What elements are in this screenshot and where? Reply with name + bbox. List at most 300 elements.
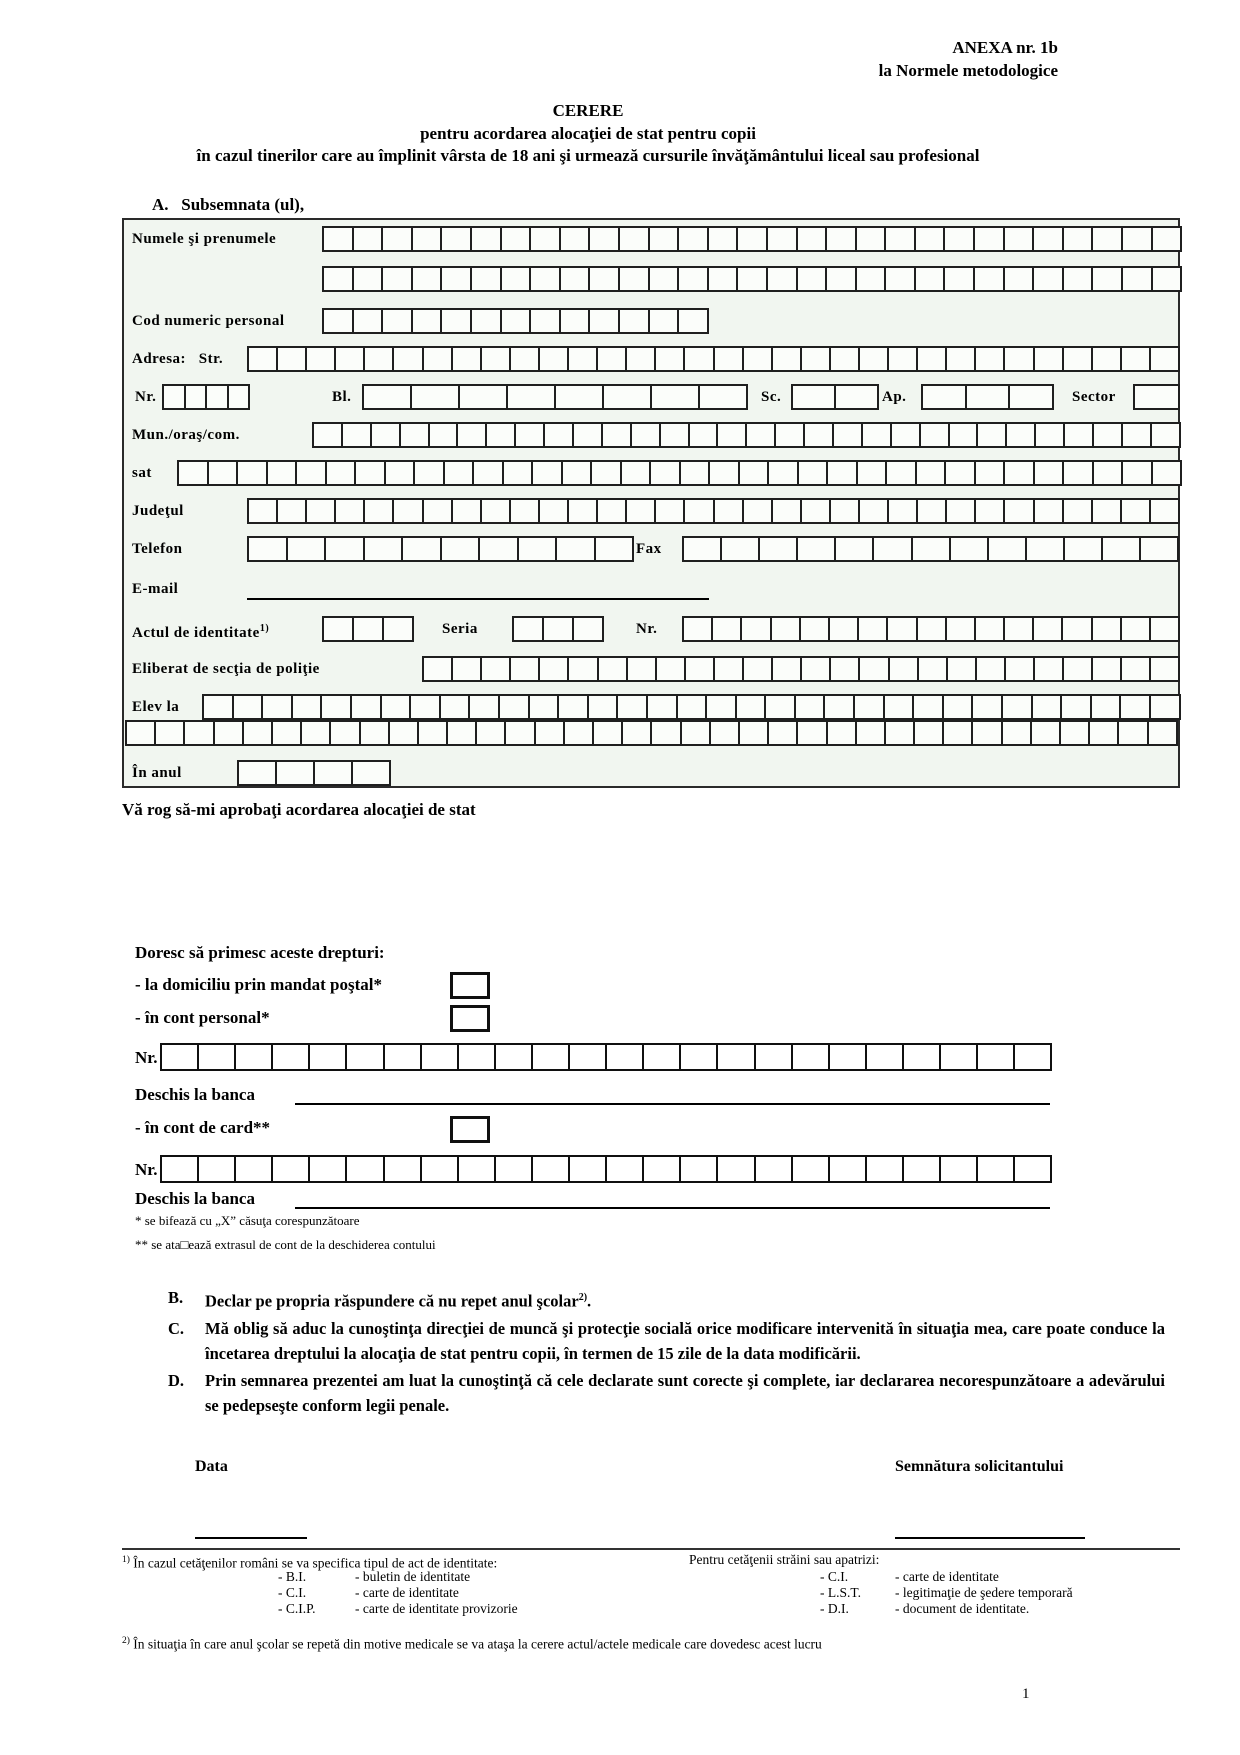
box-cell bbox=[736, 266, 768, 292]
box-cell bbox=[649, 460, 681, 486]
box-cell bbox=[684, 656, 715, 682]
box-cell bbox=[440, 536, 481, 562]
box-cell bbox=[300, 720, 331, 746]
box-cell bbox=[561, 460, 593, 486]
box-cell bbox=[363, 536, 404, 562]
box-cell bbox=[354, 460, 386, 486]
field-label: Seria bbox=[442, 621, 478, 637]
declaration-text-tail: . bbox=[587, 1291, 592, 1311]
character-boxes bbox=[1133, 384, 1180, 410]
box-cell bbox=[800, 346, 831, 372]
payment-heading: Doresc să primesc aceste drepturi: bbox=[135, 943, 385, 962]
box-cell bbox=[572, 422, 603, 448]
box-cell bbox=[531, 460, 563, 486]
box-cell bbox=[509, 656, 540, 682]
box-cell bbox=[352, 616, 384, 642]
box-cell bbox=[1032, 266, 1064, 292]
box-cell bbox=[392, 498, 423, 524]
box-cell bbox=[803, 422, 834, 448]
box-cell bbox=[655, 656, 686, 682]
box-cell bbox=[531, 1155, 570, 1183]
box-cell bbox=[855, 720, 886, 746]
box-cell bbox=[568, 1155, 607, 1183]
box-cell bbox=[213, 720, 244, 746]
box-cell bbox=[456, 422, 487, 448]
box-cell bbox=[197, 1155, 236, 1183]
box-cell bbox=[322, 226, 354, 252]
box-cell bbox=[974, 498, 1005, 524]
box-cell bbox=[597, 656, 628, 682]
box-cell bbox=[1033, 656, 1064, 682]
box-cell bbox=[676, 694, 708, 720]
box-cell bbox=[205, 384, 229, 410]
box-cell bbox=[1150, 422, 1181, 448]
character-boxes bbox=[362, 384, 748, 410]
box-cell bbox=[470, 226, 502, 252]
box-cell bbox=[588, 266, 620, 292]
box-cell bbox=[973, 226, 1005, 252]
box-cell bbox=[742, 346, 773, 372]
box-cell bbox=[207, 460, 239, 486]
box-cell bbox=[504, 720, 535, 746]
box-cell bbox=[625, 498, 656, 524]
box-cell bbox=[1062, 346, 1093, 372]
field-label: Sc. bbox=[761, 389, 782, 405]
box-cell bbox=[886, 616, 917, 642]
box-cell bbox=[680, 720, 711, 746]
box-cell bbox=[974, 346, 1005, 372]
checkbox-mandat bbox=[450, 972, 490, 999]
declaration-item bbox=[168, 1317, 1165, 1366]
box-cell bbox=[625, 346, 656, 372]
box-cell bbox=[480, 656, 511, 682]
box-cell bbox=[1003, 616, 1034, 642]
field-label: Ap. bbox=[882, 389, 907, 405]
box-cell bbox=[567, 346, 598, 372]
box-cell bbox=[1003, 226, 1035, 252]
box-cell bbox=[1133, 384, 1180, 410]
box-cell bbox=[352, 308, 384, 334]
box-cell bbox=[322, 266, 354, 292]
character-boxes bbox=[682, 616, 1180, 642]
character-boxes bbox=[322, 266, 1182, 292]
box-cell bbox=[916, 346, 947, 372]
box-cell bbox=[529, 308, 561, 334]
id-doc-code: - B.I. bbox=[278, 1569, 307, 1584]
account-number-boxes-2 bbox=[160, 1155, 1052, 1183]
box-cell bbox=[865, 1155, 904, 1183]
box-cell bbox=[705, 694, 737, 720]
box-cell bbox=[946, 656, 977, 682]
box-cell bbox=[232, 694, 264, 720]
box-cell bbox=[1001, 694, 1033, 720]
box-cell bbox=[308, 1155, 347, 1183]
box-cell bbox=[588, 308, 620, 334]
box-cell bbox=[352, 266, 384, 292]
box-cell bbox=[943, 266, 975, 292]
box-cell bbox=[797, 460, 829, 486]
write-in-line bbox=[247, 598, 709, 600]
box-cell bbox=[1119, 694, 1151, 720]
box-cell bbox=[948, 422, 979, 448]
box-cell bbox=[1062, 226, 1094, 252]
box-cell bbox=[771, 346, 802, 372]
box-cell bbox=[568, 1043, 607, 1071]
character-boxes bbox=[322, 308, 709, 334]
box-cell bbox=[716, 422, 747, 448]
box-cell bbox=[1120, 656, 1151, 682]
box-cell bbox=[1149, 346, 1180, 372]
id-doc-code: - C.I. bbox=[278, 1585, 307, 1600]
box-cell bbox=[446, 720, 477, 746]
signature-write-line bbox=[895, 1537, 1085, 1539]
box-cell bbox=[457, 1043, 496, 1071]
box-cell bbox=[707, 226, 739, 252]
box-cell bbox=[856, 460, 888, 486]
box-cell bbox=[325, 460, 357, 486]
box-cell bbox=[1149, 694, 1181, 720]
box-cell bbox=[914, 266, 946, 292]
box-cell bbox=[1003, 266, 1035, 292]
box-cell bbox=[359, 720, 390, 746]
footnote-1-marker: 1) bbox=[122, 1555, 130, 1565]
date-write-line bbox=[195, 1537, 307, 1539]
box-cell bbox=[381, 226, 413, 252]
box-cell bbox=[688, 422, 719, 448]
box-cell bbox=[362, 384, 412, 410]
footnote-1-intro-left-text: În cazul cetăţenilor români se va specifica tipul de act de identitate: bbox=[133, 1555, 498, 1571]
box-cell bbox=[829, 498, 860, 524]
declaration-text: Mă oblig să aduc la cunoştinţa direcţiei de muncă şi protecţie socială orice modificare intervenită în situaţia mea, care poate conduce la încetarea dreptului la alocaţia de stat pentru copii, în termen de 15 zile de la data modificării. bbox=[205, 1319, 1165, 1363]
box-cell bbox=[974, 460, 1006, 486]
box-cell bbox=[913, 720, 944, 746]
box-cell bbox=[271, 1043, 310, 1071]
character-boxes bbox=[312, 422, 1181, 448]
box-cell bbox=[799, 616, 830, 642]
box-cell bbox=[708, 460, 740, 486]
box-cell bbox=[650, 720, 681, 746]
box-cell bbox=[381, 266, 413, 292]
table-row-sat bbox=[124, 460, 1178, 486]
box-cell bbox=[312, 422, 343, 448]
box-cell bbox=[679, 1043, 718, 1071]
table-row-anul bbox=[124, 760, 1178, 786]
id-doc-description: - buletin de identitate bbox=[355, 1569, 471, 1584]
box-cell bbox=[324, 536, 365, 562]
box-cell bbox=[861, 422, 892, 448]
box-cell bbox=[350, 694, 382, 720]
box-cell bbox=[648, 226, 680, 252]
box-cell bbox=[500, 308, 532, 334]
box-cell bbox=[1031, 694, 1063, 720]
box-cell bbox=[677, 226, 709, 252]
box-cell bbox=[890, 422, 921, 448]
box-cell bbox=[618, 266, 650, 292]
table-row-act bbox=[124, 616, 1178, 642]
signature-label: Semnătura solicitantului bbox=[895, 1458, 1064, 1475]
table-row-name1 bbox=[124, 226, 1178, 252]
box-cell bbox=[242, 720, 273, 746]
box-cell bbox=[642, 1155, 681, 1183]
footnote-1-intro-right: Pentru cetăţenii străini sau apatrizi: bbox=[689, 1552, 880, 1567]
box-cell bbox=[1149, 656, 1180, 682]
page-number: 1 bbox=[1022, 1686, 1030, 1702]
box-cell bbox=[916, 616, 947, 642]
box-cell bbox=[654, 346, 685, 372]
box-cell bbox=[506, 384, 556, 410]
box-cell bbox=[439, 694, 471, 720]
box-cell bbox=[399, 422, 430, 448]
character-boxes bbox=[177, 460, 1182, 486]
bank-write-line-1 bbox=[295, 1103, 1050, 1105]
box-cell bbox=[451, 498, 482, 524]
box-cell bbox=[329, 720, 360, 746]
box-cell bbox=[392, 346, 423, 372]
box-cell bbox=[411, 308, 443, 334]
box-cell bbox=[370, 422, 401, 448]
box-cell bbox=[247, 536, 288, 562]
id-doc-code: - L.S.T. bbox=[820, 1585, 861, 1600]
box-cell bbox=[588, 226, 620, 252]
box-cell bbox=[942, 720, 973, 746]
box-cell bbox=[754, 1155, 793, 1183]
field-label: Nr. bbox=[135, 389, 157, 405]
box-cell bbox=[1003, 346, 1034, 372]
box-cell bbox=[590, 460, 622, 486]
box-cell bbox=[796, 536, 836, 562]
box-cell bbox=[774, 422, 805, 448]
box-cell bbox=[1032, 616, 1063, 642]
declaration-item bbox=[168, 1369, 1165, 1418]
box-cell bbox=[698, 384, 748, 410]
box-cell bbox=[320, 694, 352, 720]
box-cell bbox=[502, 460, 534, 486]
field-label: Eliberat de secţia de poliţie bbox=[132, 661, 320, 677]
footnote-ref: 1) bbox=[259, 623, 270, 634]
box-cell bbox=[888, 656, 919, 682]
box-cell bbox=[796, 226, 828, 252]
box-cell bbox=[184, 384, 208, 410]
box-cell bbox=[605, 1155, 644, 1183]
box-cell bbox=[478, 536, 519, 562]
box-cell bbox=[420, 1043, 459, 1071]
box-cell bbox=[1151, 226, 1183, 252]
box-cell bbox=[945, 498, 976, 524]
box-cell bbox=[567, 498, 598, 524]
box-cell bbox=[1033, 498, 1064, 524]
declaration-letter: D. bbox=[168, 1371, 185, 1390]
box-cell bbox=[1091, 266, 1123, 292]
field-label: sat bbox=[132, 465, 152, 481]
box-cell bbox=[738, 460, 770, 486]
box-cell bbox=[683, 498, 714, 524]
box-cell bbox=[738, 720, 769, 746]
box-cell bbox=[271, 720, 302, 746]
box-cell bbox=[828, 1155, 867, 1183]
declaration-item bbox=[168, 1286, 1165, 1314]
box-cell bbox=[1091, 656, 1122, 682]
star-note: * se bifează cu „X” căsuţa corespunzătoare bbox=[135, 1213, 360, 1228]
box-cell bbox=[594, 536, 635, 562]
box-cell bbox=[557, 694, 589, 720]
box-cell bbox=[563, 720, 594, 746]
box-cell bbox=[247, 346, 278, 372]
box-cell bbox=[915, 460, 947, 486]
box-cell bbox=[973, 266, 1005, 292]
bank-label-1: Deschis la banca bbox=[135, 1085, 255, 1104]
character-boxes bbox=[247, 536, 634, 562]
box-cell bbox=[1091, 498, 1122, 524]
box-cell bbox=[945, 346, 976, 372]
field-label: Fax bbox=[636, 541, 662, 557]
box-cell bbox=[382, 616, 414, 642]
box-cell bbox=[720, 536, 760, 562]
box-cell bbox=[659, 422, 690, 448]
box-cell bbox=[529, 266, 561, 292]
box-cell bbox=[834, 536, 874, 562]
box-cell bbox=[1088, 720, 1119, 746]
box-cell bbox=[247, 498, 278, 524]
box-cell bbox=[480, 498, 511, 524]
box-cell bbox=[767, 720, 798, 746]
table-row-cnp bbox=[124, 308, 1178, 334]
table-row-email bbox=[124, 576, 1178, 602]
box-cell bbox=[621, 720, 652, 746]
box-cell bbox=[271, 1155, 310, 1183]
box-cell bbox=[949, 536, 989, 562]
box-cell bbox=[911, 536, 951, 562]
box-cell bbox=[422, 498, 453, 524]
box-cell bbox=[543, 422, 574, 448]
box-cell bbox=[740, 616, 771, 642]
box-cell bbox=[971, 720, 1002, 746]
box-cell bbox=[735, 694, 767, 720]
box-cell bbox=[295, 460, 327, 486]
box-cell bbox=[485, 422, 516, 448]
box-cell bbox=[458, 384, 508, 410]
box-cell bbox=[1001, 720, 1032, 746]
box-cell bbox=[1149, 498, 1180, 524]
option-personal-label: - în cont personal* bbox=[135, 1008, 270, 1027]
box-cell bbox=[1139, 536, 1179, 562]
box-cell bbox=[887, 498, 918, 524]
double-star-note: ** se ata□ează extrasul de cont de la deschiderea contului bbox=[135, 1237, 436, 1252]
box-cell bbox=[363, 346, 394, 372]
box-cell bbox=[1120, 616, 1151, 642]
footnote-2-text: În situaţia în care anul şcolar se repetă din motive medicale se va ataşa la cerere actul/actele medicale care dovedesc acest lucru bbox=[133, 1636, 822, 1652]
box-cell bbox=[828, 1043, 867, 1071]
box-cell bbox=[500, 226, 532, 252]
box-cell bbox=[1120, 346, 1151, 372]
box-cell bbox=[1120, 498, 1151, 524]
box-cell bbox=[742, 656, 773, 682]
field-label: Actul de identitate$^{1)}$ bbox=[132, 623, 270, 641]
box-cell bbox=[494, 1155, 533, 1183]
annex-header-line2: la Normele metodologice bbox=[878, 61, 1058, 80]
box-cell bbox=[261, 694, 293, 720]
box-cell bbox=[682, 536, 722, 562]
box-cell bbox=[363, 498, 394, 524]
box-cell bbox=[125, 720, 156, 746]
box-cell bbox=[942, 694, 974, 720]
box-cell bbox=[716, 1043, 755, 1071]
box-cell bbox=[468, 694, 500, 720]
request-line: Vă rog să-mi aprobaţi acordarea alocaţiei de stat bbox=[122, 800, 476, 819]
box-cell bbox=[884, 720, 915, 746]
character-boxes bbox=[202, 694, 1181, 720]
box-cell bbox=[276, 498, 307, 524]
box-cell bbox=[976, 1043, 1015, 1071]
footnote-ref: 2) bbox=[578, 1292, 588, 1303]
table-row-tel bbox=[124, 536, 1178, 562]
character-boxes bbox=[237, 760, 391, 786]
box-cell bbox=[1003, 460, 1035, 486]
box-cell bbox=[823, 694, 855, 720]
box-cell bbox=[1059, 720, 1090, 746]
table-row-eliberat bbox=[124, 656, 1178, 682]
box-cell bbox=[162, 384, 186, 410]
box-cell bbox=[858, 498, 889, 524]
box-cell bbox=[517, 536, 558, 562]
box-cell bbox=[707, 266, 739, 292]
box-cell bbox=[542, 616, 574, 642]
id-doc-description: - carte de identitate provizorie bbox=[355, 1601, 518, 1616]
box-cell bbox=[529, 226, 561, 252]
box-cell bbox=[939, 1043, 978, 1071]
box-cell bbox=[987, 536, 1027, 562]
box-cell bbox=[791, 384, 836, 410]
box-cell bbox=[796, 720, 827, 746]
box-cell bbox=[1032, 226, 1064, 252]
box-cell bbox=[620, 460, 652, 486]
box-cell bbox=[1062, 498, 1093, 524]
box-cell bbox=[422, 346, 453, 372]
box-cell bbox=[308, 1043, 347, 1071]
box-cell bbox=[791, 1155, 830, 1183]
box-cell bbox=[291, 694, 323, 720]
field-label: Elev la bbox=[132, 699, 180, 715]
box-cell bbox=[902, 1155, 941, 1183]
box-cell bbox=[650, 384, 700, 410]
table-row-elev1 bbox=[124, 694, 1178, 720]
box-cell bbox=[1092, 422, 1123, 448]
box-cell bbox=[440, 308, 472, 334]
bank-write-line-2 bbox=[295, 1207, 1050, 1209]
box-cell bbox=[383, 1155, 422, 1183]
box-cell bbox=[1034, 422, 1065, 448]
box-cell bbox=[602, 384, 652, 410]
box-cell bbox=[234, 1155, 273, 1183]
box-cell bbox=[885, 460, 917, 486]
box-cell bbox=[512, 616, 544, 642]
box-cell bbox=[865, 1043, 904, 1071]
box-cell bbox=[858, 656, 889, 682]
declarations bbox=[168, 1286, 1165, 1421]
box-cell bbox=[713, 346, 744, 372]
box-cell bbox=[555, 536, 596, 562]
box-cell bbox=[912, 694, 944, 720]
box-cell bbox=[825, 266, 857, 292]
box-cell bbox=[679, 460, 711, 486]
box-cell bbox=[770, 616, 801, 642]
character-boxes bbox=[512, 616, 604, 642]
box-cell bbox=[596, 498, 627, 524]
box-cell bbox=[853, 694, 885, 720]
box-cell bbox=[709, 720, 740, 746]
box-cell bbox=[1151, 460, 1183, 486]
box-cell bbox=[411, 226, 443, 252]
box-cell bbox=[498, 694, 530, 720]
